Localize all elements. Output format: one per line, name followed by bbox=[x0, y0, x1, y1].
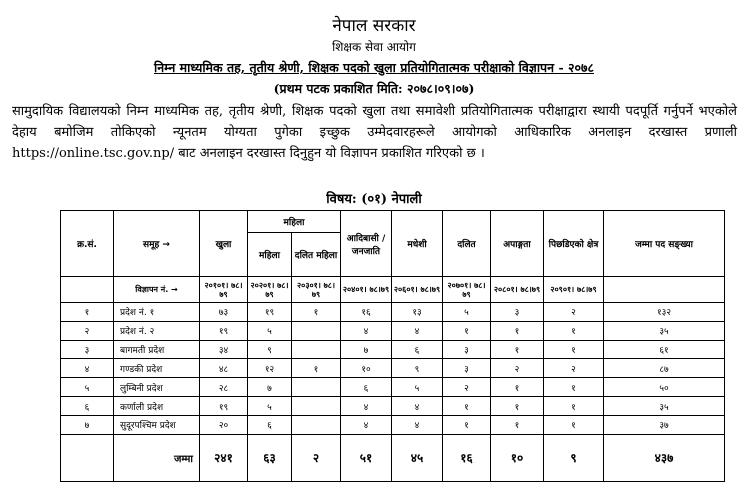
ad-number-dalit: २०७०१। ७८।७९ bbox=[443, 277, 491, 303]
total-women: ६३ bbox=[248, 434, 292, 481]
row-backward: २ bbox=[544, 359, 604, 378]
row-dalit: १ bbox=[443, 321, 491, 340]
row-disabled: १ bbox=[491, 321, 544, 340]
row-women: ५ bbox=[248, 321, 292, 340]
col-header-backward: पिछडिएको क्षेत्र bbox=[544, 211, 604, 277]
row-dalit-women bbox=[292, 397, 341, 416]
row-madhesi: ४ bbox=[392, 397, 443, 416]
table-body bbox=[61, 303, 725, 482]
table-row bbox=[61, 415, 725, 434]
row-sn: ५ bbox=[61, 378, 114, 397]
row-women: ५ bbox=[248, 397, 292, 416]
row-adibasi: ४ bbox=[341, 397, 392, 416]
row-women: ६ bbox=[248, 415, 292, 434]
col-header-total-posts: जम्मा पद सङ्ख्या bbox=[604, 211, 725, 277]
row-dalit-women bbox=[292, 415, 341, 434]
row-backward: १ bbox=[544, 415, 604, 434]
row-sn: ६ bbox=[61, 397, 114, 416]
row-disabled: १ bbox=[491, 340, 544, 359]
col-header-madhesi: मधेशी bbox=[392, 211, 443, 277]
row-total: ३५ bbox=[604, 321, 725, 340]
ad-number-madhesi: २०६०१। ७८।७९ bbox=[392, 277, 443, 303]
row-province: सुदूरपश्चिम प्रदेश bbox=[114, 415, 200, 434]
total-madhesi: ४५ bbox=[392, 434, 443, 481]
subject-heading: विषय: (०१) नेपाली bbox=[326, 192, 422, 207]
row-province: प्रदेश नं. १ bbox=[114, 303, 200, 322]
total-backward: ९ bbox=[544, 434, 604, 481]
col-header-open: खुला bbox=[200, 211, 248, 277]
total-dalit: १६ bbox=[443, 434, 491, 481]
row-sn: ७ bbox=[61, 415, 114, 434]
row-adibasi: ४ bbox=[341, 415, 392, 434]
row-province: लुम्बिनी प्रदेश bbox=[114, 378, 200, 397]
table-row bbox=[61, 303, 725, 322]
col-header-dalit-women: दलित महिला bbox=[292, 233, 341, 277]
row-women: ७ bbox=[248, 378, 292, 397]
vacancy-table bbox=[60, 210, 725, 482]
row-province: गण्डकी प्रदेश bbox=[114, 359, 200, 378]
row-dalit: १ bbox=[443, 415, 491, 434]
commission-name: शिक्षक सेवा आयोग bbox=[332, 40, 416, 54]
table-row bbox=[61, 378, 725, 397]
row-backward: २ bbox=[544, 303, 604, 322]
advertisement-title: निम्न माध्यमिक तह, तृतीय श्रेणी, शिक्षक पदको खुला प्रतियोगितात्मक परीक्षाको विज्ञापन - २०७८ bbox=[153, 60, 594, 75]
total-dalit-women: २ bbox=[292, 434, 341, 481]
row-sn: १ bbox=[61, 303, 114, 322]
col-header-group: समूह → bbox=[114, 211, 200, 277]
row-madhesi: ५ bbox=[392, 378, 443, 397]
government-title: नेपाल सरकार bbox=[332, 16, 416, 36]
row-total: १३२ bbox=[604, 303, 725, 322]
row-total: ३७ bbox=[604, 415, 725, 434]
row-women: ९ bbox=[248, 340, 292, 359]
row-adibasi: ४ bbox=[341, 321, 392, 340]
row-dalit-women: १ bbox=[292, 359, 341, 378]
row-total: ८७ bbox=[604, 359, 725, 378]
row-backward: १ bbox=[544, 321, 604, 340]
row-madhesi: ९ bbox=[392, 359, 443, 378]
first-published-date: (प्रथम पटक प्रकाशित मिति: २०७८।०९।०७) bbox=[273, 81, 475, 96]
total-open: २४१ bbox=[200, 434, 248, 481]
row-open: ३४ bbox=[200, 340, 248, 359]
row-open: ७३ bbox=[200, 303, 248, 322]
total-total: ४३७ bbox=[604, 434, 725, 481]
row-disabled: १ bbox=[491, 378, 544, 397]
ad-number-adibasi: २०४०१। ७८।७९ bbox=[341, 277, 392, 303]
row-adibasi: ६ bbox=[341, 378, 392, 397]
ad-number-backward: २०९०१। ७८।७९ bbox=[544, 277, 604, 303]
row-madhesi: ६ bbox=[392, 340, 443, 359]
row-backward: १ bbox=[544, 397, 604, 416]
row-dalit-women bbox=[292, 378, 341, 397]
col-header-women-group: महिला bbox=[248, 211, 341, 233]
ad-number-women: २०२०१। ७८।७९ bbox=[248, 277, 292, 303]
ad-number-disabled: २०८०१। ७८।७९ bbox=[491, 277, 544, 303]
row-sn: ३ bbox=[61, 340, 114, 359]
table-row bbox=[61, 359, 725, 378]
row-women: १२ bbox=[248, 359, 292, 378]
row-adibasi: १० bbox=[341, 359, 392, 378]
row-total: ५० bbox=[604, 378, 725, 397]
row-open: १९ bbox=[200, 321, 248, 340]
ad-number-dalit-women: २०३०१। ७८।७९ bbox=[292, 277, 341, 303]
row-backward: १ bbox=[544, 378, 604, 397]
row-adibasi: ७ bbox=[341, 340, 392, 359]
intro-paragraph: सामुदायिक विद्यालयको निम्न माध्यमिक तह, तृतीय श्रेणी, शिक्षक पदको खुला तथा समावेशी प्रतियोगितात्मक परीक्षाद्वारा स्थायी पदपूर्ति गर्नुपर्ने भएकोले देहाय बमोजिम तोकिएको न्यूनतम योग्यता पुगेका इच्छुक उम्मेदवारहरूले आयोगको आधिकारिक अनलाइन दरखास्त प्रणाली https://online.tsc.gov.np/ बाट अनलाइन दरखास्त दिनुहुन यो विज्ञापन प्रकाशित गरिएको छ । bbox=[12, 104, 737, 161]
col-header-adibasi: आदिबासी / जनजाति bbox=[341, 211, 392, 277]
row-madhesi: ४ bbox=[392, 321, 443, 340]
row-open: २८ bbox=[200, 378, 248, 397]
totals-row bbox=[61, 434, 725, 481]
col-header-dalit: दलित bbox=[443, 211, 491, 277]
row-disabled: २ bbox=[491, 359, 544, 378]
row-dalit: १ bbox=[443, 397, 491, 416]
row-total: ३५ bbox=[604, 397, 725, 416]
row-disabled: १ bbox=[491, 397, 544, 416]
row-dalit-women bbox=[292, 340, 341, 359]
table-row bbox=[61, 340, 725, 359]
row-adibasi: १६ bbox=[341, 303, 392, 322]
ad-number-open: २०१०१। ७८।७९ bbox=[200, 277, 248, 303]
row-dalit: ३ bbox=[443, 340, 491, 359]
col-header-disabled: अपाङ्गता bbox=[491, 211, 544, 277]
col-header-women: महिला bbox=[248, 233, 292, 277]
row-dalit: ३ bbox=[443, 359, 491, 378]
row-open: ४८ bbox=[200, 359, 248, 378]
ad-number-label: विज्ञापन नं. → bbox=[114, 277, 200, 303]
table-row bbox=[61, 397, 725, 416]
row-total: ६१ bbox=[604, 340, 725, 359]
table-row bbox=[61, 321, 725, 340]
row-province: प्रदेश नं. २ bbox=[114, 321, 200, 340]
row-madhesi: ४ bbox=[392, 415, 443, 434]
total-disabled: १० bbox=[491, 434, 544, 481]
row-madhesi: १३ bbox=[392, 303, 443, 322]
row-women: १९ bbox=[248, 303, 292, 322]
row-disabled: ३ bbox=[491, 303, 544, 322]
row-dalit-women: १ bbox=[292, 303, 341, 322]
row-province: कर्णाली प्रदेश bbox=[114, 397, 200, 416]
row-sn: २ bbox=[61, 321, 114, 340]
totals-label: जम्मा bbox=[114, 434, 200, 481]
row-sn: ४ bbox=[61, 359, 114, 378]
row-dalit-women bbox=[292, 321, 341, 340]
row-open: १९ bbox=[200, 397, 248, 416]
col-header-sn: क्र.सं. bbox=[61, 211, 114, 277]
row-dalit: ५ bbox=[443, 303, 491, 322]
row-disabled: १ bbox=[491, 415, 544, 434]
row-open: २० bbox=[200, 415, 248, 434]
row-dalit: २ bbox=[443, 378, 491, 397]
total-adibasi: ५१ bbox=[341, 434, 392, 481]
row-province: बागमती प्रदेश bbox=[114, 340, 200, 359]
row-backward: १ bbox=[544, 340, 604, 359]
